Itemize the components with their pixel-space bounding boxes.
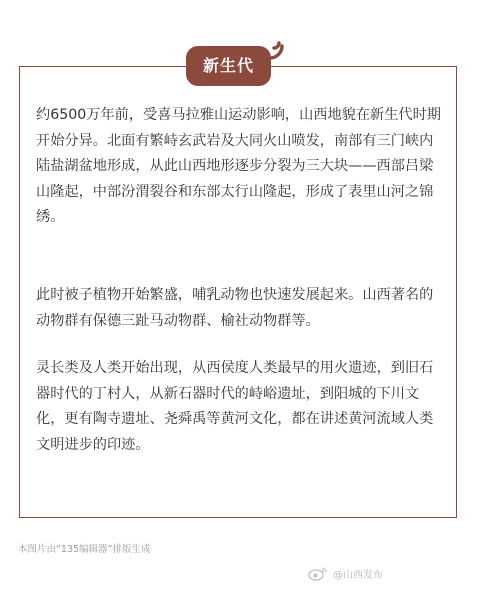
paragraph-fauna: 此时被子植物开始繁盛，哺乳动物也快速发展起来。山西著名的动物群有保德三趾马动物群、榆社动物群等。: [36, 287, 434, 329]
paragraph-humans: 灵长类及人类开始出现，从西侯度人类最早的用火遗迹，到旧石器时代的丁村人，从新石器时代的峙峪遗址，到阳城的下川文化，更有陶寺遗址、尧舜禹等黄河文化，都在讲述黄河流域人类文明进步的印迹。: [36, 360, 434, 453]
paragraph-geology: 约6500万年前，受喜马拉雅山运动影响，山西地貌在新生代时期开始分异。北面有繁峙玄武岩及大同火山喷发，南部有三门峡内陆盐湖盆地形成，从此山西地形逐步分裂为三大块——西部吕梁山隆起，中部汾渭裂谷和东部太行山隆起，形成了表里山河之锦绣。: [36, 107, 441, 226]
weibo-logo-icon: [308, 566, 328, 581]
watermark: [308, 566, 383, 581]
watermark-text: @山西发布: [333, 570, 383, 581]
signal-waves-icon: [264, 34, 294, 64]
section-badge: 新生代: [186, 46, 271, 86]
footer-credit: 本图片由“135编辑器”排版生成: [18, 544, 151, 555]
